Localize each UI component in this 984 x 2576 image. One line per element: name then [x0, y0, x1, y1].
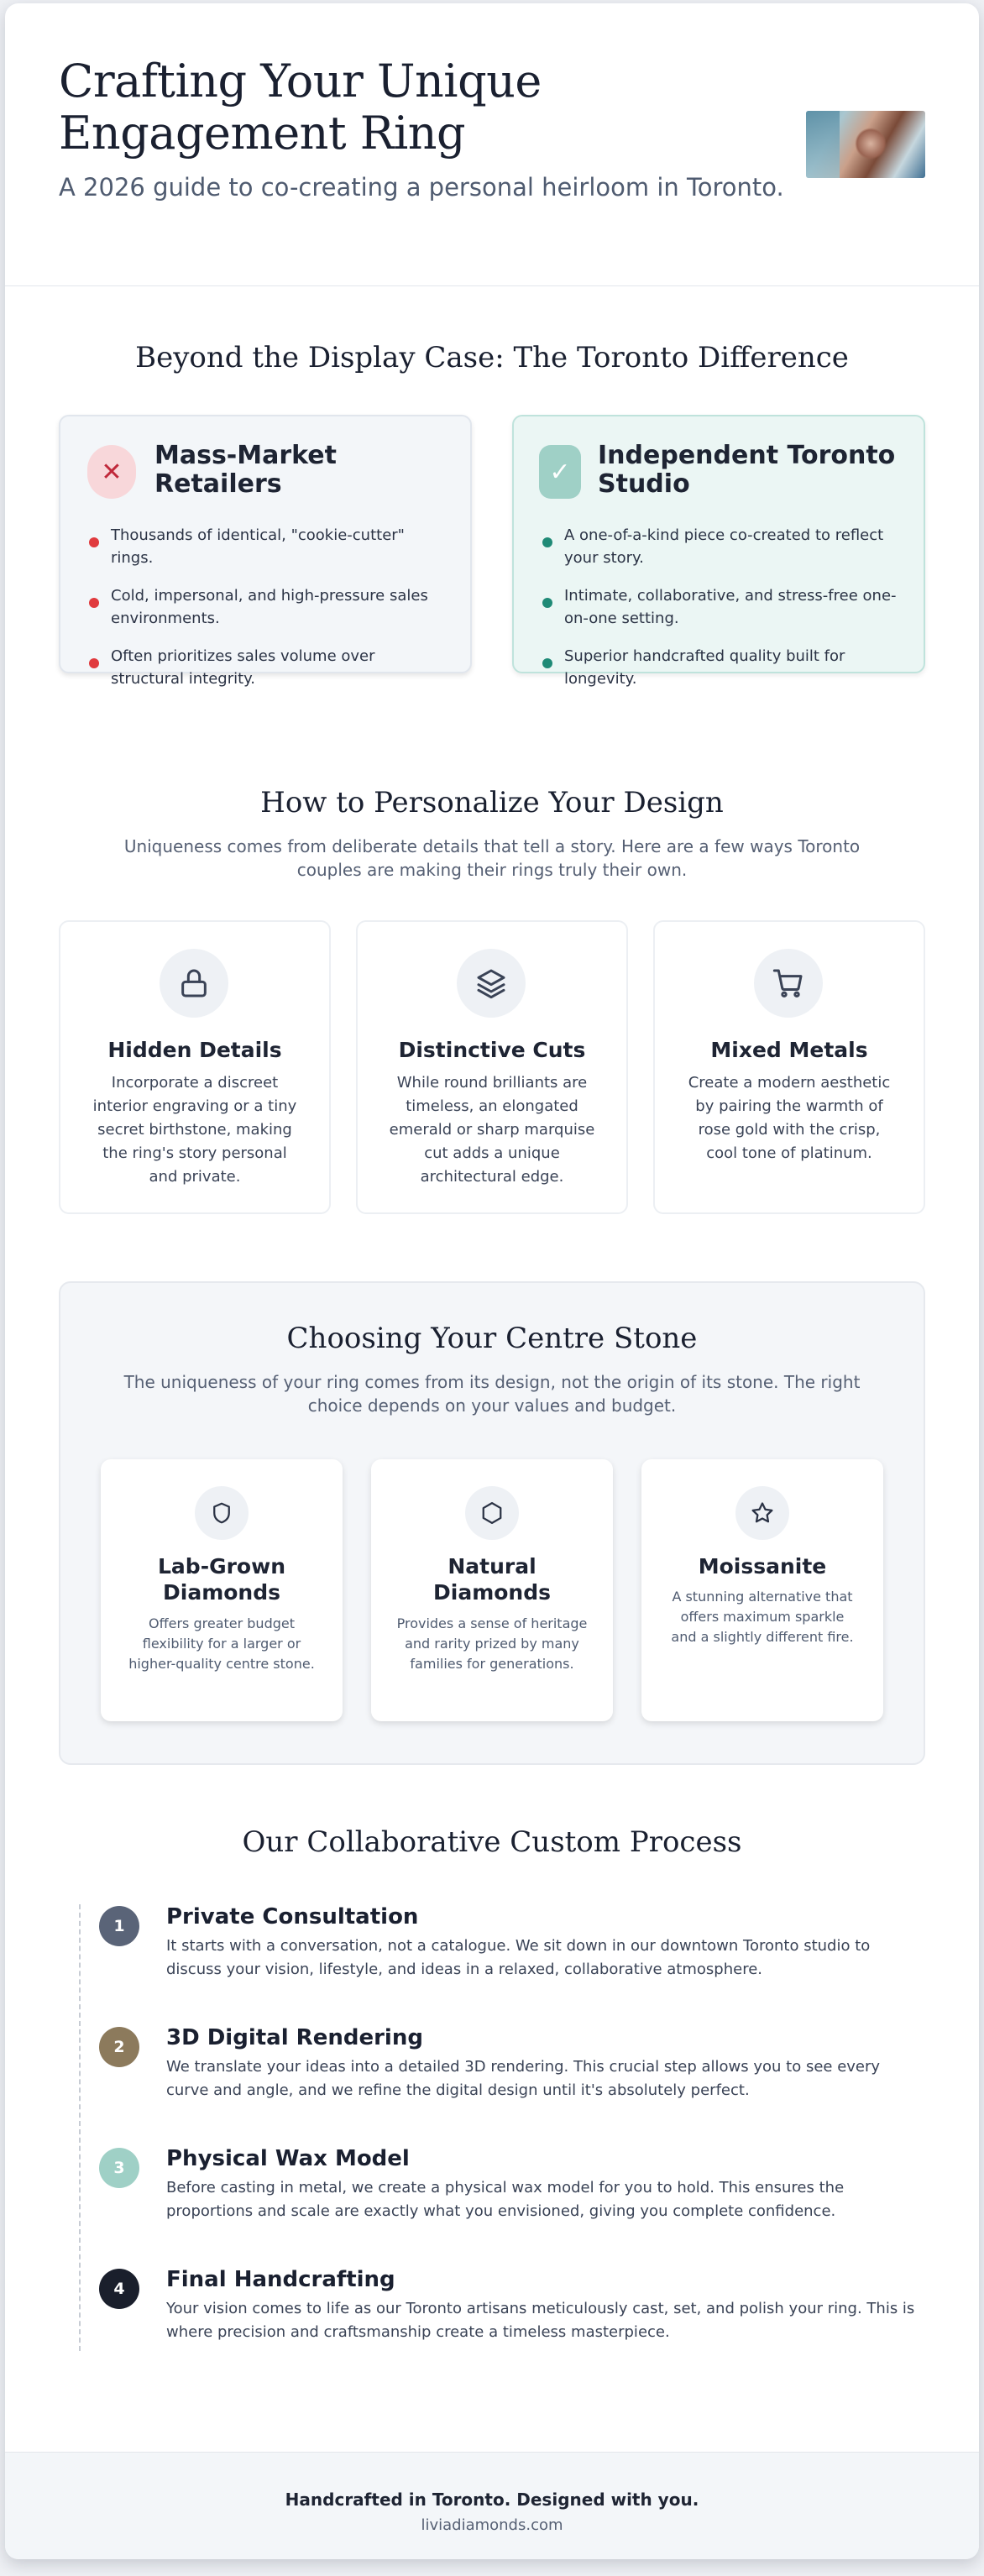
card-title: Natural Diamonds — [433, 1554, 551, 1605]
card-text: Offers greater budget flexibility for a larger or higher-quality centre stone. — [128, 1615, 315, 1672]
step-title: Physical Wax Model — [166, 2146, 410, 2171]
list-item: Cold, impersonal, and high-pressure sales environments. — [87, 584, 448, 630]
step-text: Your vision comes to life as our Toronto artisans meticulously cast, set, and polish your ring. This is where precision and craftsmanship create a timeless masterpiece. — [166, 2300, 915, 2341]
list-item: A one-of-a-kind piece co-created to reflect your story. — [541, 524, 902, 569]
independent-studio-card — [512, 415, 925, 688]
mass-market-title: Mass-Market Retailers — [154, 441, 337, 499]
centre-stone-intro: The uniqueness of your ring comes from its design, not the origin of its stone. The right choice depends on your values and budget. — [123, 1372, 861, 1416]
step-text: It starts with a conversation, not a catalogue. We sit down in our downtown Toronto studio to discuss your vision, lifestyle, and ideas in a relaxed, collaborative atmosphere. — [166, 1937, 871, 1978]
footer-tagline: Handcrafted in Toronto. Designed with you. — [285, 2490, 699, 2510]
step-number: 1 — [99, 1906, 139, 1946]
personalize-intro: Uniqueness comes from deliberate details that tell a story. Here are a few ways Toronto couples are making their rings truly their own. — [123, 836, 861, 880]
step-title: Private Consultation — [166, 1904, 419, 1929]
step-number: 2 — [99, 2027, 139, 2067]
hero-header — [59, 55, 814, 203]
step-number: 4 — [99, 2269, 139, 2309]
card-text: A stunning alternative that offers maximum sparkle and a slightly different fire. — [671, 1589, 854, 1645]
list-item: Often prioritizes sales volume over structural integrity. — [87, 645, 448, 690]
personalize-card-hidden-details — [59, 920, 331, 1214]
step-title: 3D Digital Rendering — [166, 2025, 423, 2050]
independent-studio-title: Independent Toronto Studio — [598, 441, 896, 499]
card-title: Lab-Grown Diamonds — [158, 1554, 285, 1605]
card-title: Moissanite — [698, 1554, 827, 1579]
comparison-title: Beyond the Display Case: The Toronto Difference — [135, 341, 849, 374]
step-text: Before casting in metal, we create a physical wax model for you to hold. This ensures the proportions and scale are exactly what you envisioned, giving you complete confidence. — [166, 2179, 845, 2220]
card-text: Incorporate a discreet interior engraving or a tiny secret birthstone, making the ring's story personal and private. — [92, 1074, 297, 1186]
footer-site-link[interactable]: liviadiamonds.com — [421, 2516, 563, 2534]
card-title: Hidden Details — [107, 1038, 282, 1062]
personalize-card-distinctive-cuts — [356, 920, 628, 1214]
stone-card-lab-grown — [101, 1459, 343, 1721]
page-title: Crafting Your Unique Engagement Ring — [59, 55, 542, 160]
x-icon: ✕ — [87, 445, 136, 499]
footer — [5, 2452, 979, 2559]
list-item: Thousands of identical, "cookie-cutter" rings. — [87, 524, 448, 569]
personalize-card-mixed-metals — [653, 920, 925, 1214]
independent-studio-list — [541, 524, 902, 705]
hero-photo — [806, 111, 925, 178]
card-text: Create a modern aesthetic by pairing the warmth of rose gold with the crisp, cool tone of platinum. — [688, 1074, 891, 1162]
stone-card-moissanite — [641, 1459, 883, 1721]
mass-market-card — [59, 415, 472, 688]
star-icon — [735, 1486, 789, 1540]
step-title: Final Handcrafting — [166, 2267, 395, 2292]
page-card — [5, 3, 979, 2559]
header-divider — [5, 285, 979, 286]
step-text: We translate your ideas into a detailed 3D rendering. This crucial step allows you to see every curve and angle, and we refine the digital design until it's absolutely perfect. — [166, 2058, 881, 2099]
page-subtitle: A 2026 guide to co-creating a personal heirloom in Toronto. — [59, 173, 784, 202]
layers-icon — [457, 949, 526, 1018]
card-title: Mixed Metals — [710, 1038, 868, 1062]
card-title: Distinctive Cuts — [398, 1038, 586, 1062]
check-icon: ✓ — [539, 445, 581, 499]
step-number: 3 — [99, 2148, 139, 2188]
shield-icon — [195, 1486, 249, 1540]
cart-icon — [754, 949, 823, 1018]
process-title: Our Collaborative Custom Process — [242, 1825, 742, 1859]
centre-stone-title: Choosing Your Centre Stone — [286, 1322, 698, 1355]
mass-market-list — [87, 524, 448, 705]
card-text: While round brilliants are timeless, an elongated emerald or sharp marquise cut adds a unique architectural edge. — [389, 1074, 595, 1186]
hexagon-icon — [465, 1486, 519, 1540]
stone-card-natural — [371, 1459, 613, 1721]
card-text: Provides a sense of heritage and rarity prized by many families for generations. — [396, 1615, 588, 1672]
personalize-title: How to Personalize Your Design — [260, 786, 724, 819]
list-item: Intimate, collaborative, and stress-free one-on-one setting. — [541, 584, 902, 630]
list-item: Superior handcrafted quality built for longevity. — [541, 645, 902, 690]
lock-icon — [160, 949, 228, 1018]
timeline-line — [79, 1904, 81, 2351]
